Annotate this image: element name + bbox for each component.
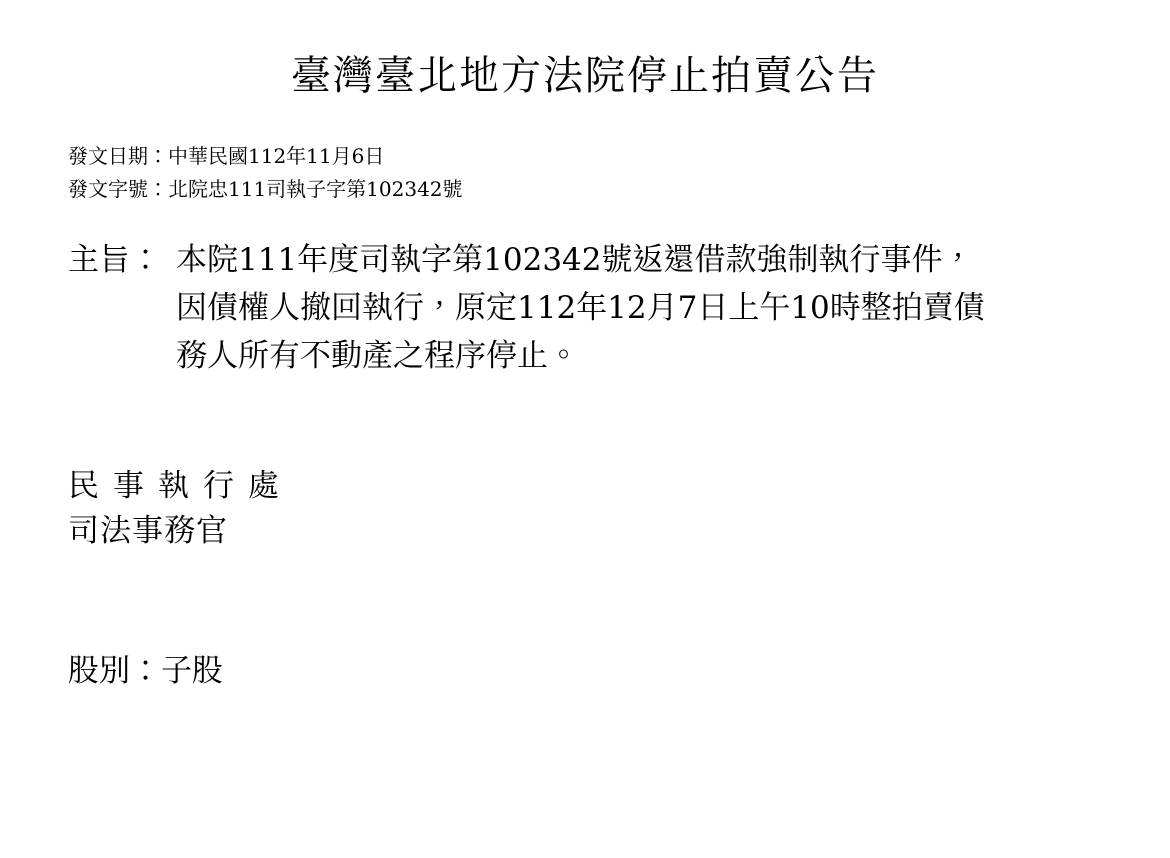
subject-label: 主旨：	[68, 242, 161, 278]
subject-body	[176, 236, 1108, 380]
document-meta	[68, 140, 1170, 206]
subject-line: 因債權人撤回執行，原定112年12月7日上午10時整拍賣債	[176, 290, 985, 327]
signature-role: 司法事務官	[68, 513, 228, 550]
share-line: 股別：子股	[68, 653, 223, 690]
share-section	[68, 650, 1170, 693]
signature-department: 民事執行處	[68, 468, 293, 505]
page-title: 臺灣臺北地方法院停止拍賣公告	[291, 53, 879, 99]
issue-number: 發文字號：北院忠111司執子字第102342號	[68, 177, 463, 201]
subject-line: 本院111年度司執字第102342號返還借款強制執行事件，	[176, 242, 974, 278]
issue-date: 發文日期：中華民國112年11月6日	[68, 144, 385, 168]
signature-section	[68, 464, 1170, 554]
subject-section	[68, 236, 1108, 380]
subject-line: 務人所有不動產之程序停止。	[176, 338, 579, 375]
document-page	[0, 52, 1170, 858]
